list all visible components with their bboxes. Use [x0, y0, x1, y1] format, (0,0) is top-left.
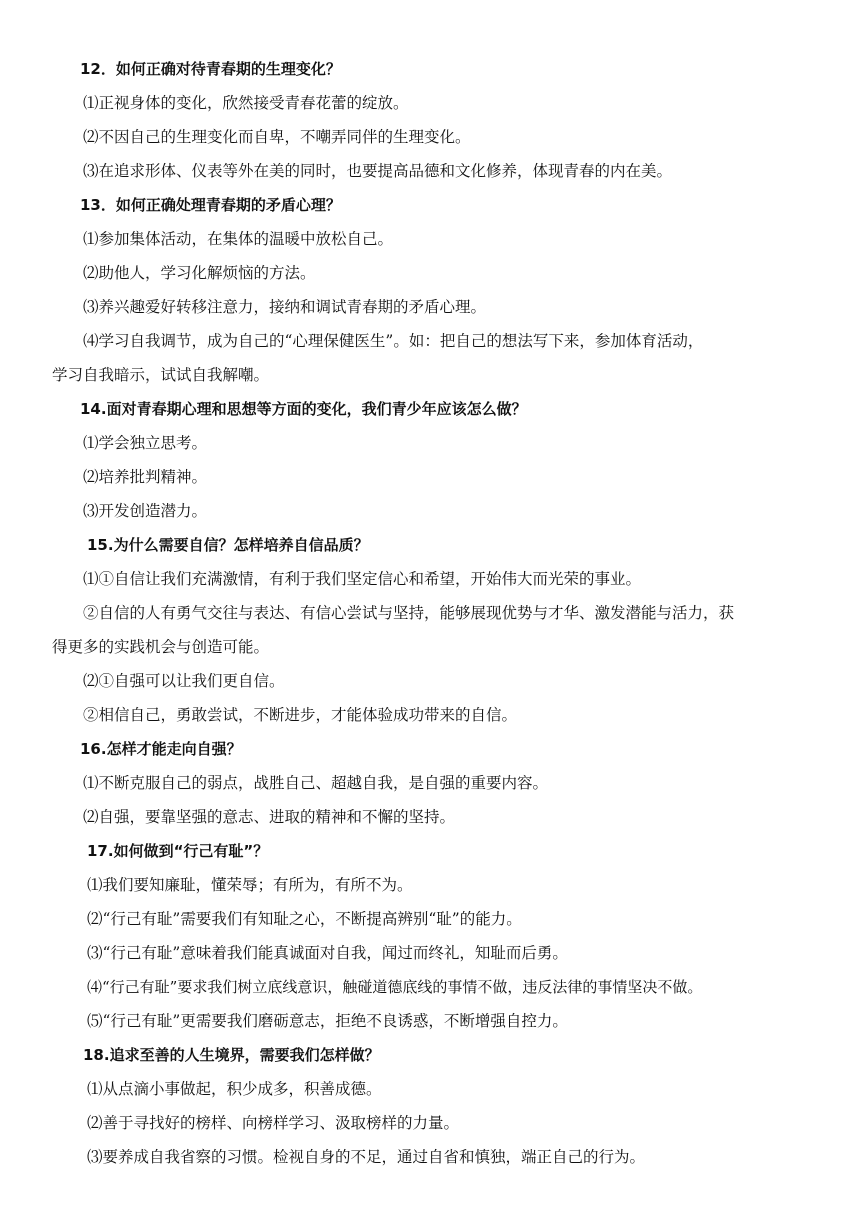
answer-14-1: ⑴学会独立思考。: [83, 434, 208, 452]
question-12-heading: 12．如何正确对待青春期的生理变化？: [80, 60, 341, 78]
question-14-heading: 14.面对青春期心理和思想等方面的变化，我们青少年应该怎么做？: [80, 400, 527, 418]
answer-13-2: ⑵助他人，学习化解烦恼的方法。: [83, 264, 316, 282]
answer-14-3: ⑶开发创造潜力。: [83, 502, 208, 520]
answer-15-2b: ②相信自己，勇敢尝试，不断进步，才能体验成功带来的自信。: [83, 706, 518, 724]
answer-14-2: ⑵培养批判精神。: [83, 468, 208, 486]
answer-16-2: ⑵自强，要靠坚强的意志、进取的精神和不懈的坚持。: [83, 808, 456, 826]
answer-12-2: ⑵不因自己的生理变化而自卑，不嘲弄同伴的生理变化。: [83, 128, 471, 146]
answer-15-1b-cont: 得更多的实践机会与创造可能。: [52, 638, 270, 656]
answer-15-1a: ⑴①自信让我们充满激情，有利于我们坚定信心和希望，开始伟大而光荣的事业。: [83, 570, 642, 588]
answer-15-1b: ②自信的人有勇气交往与表达、有信心尝试与坚持，能够展现优势与才华、激发潜能与活力，获: [83, 604, 735, 622]
answer-18-2: ⑵善于寻找好的榜样、向榜样学习、汲取榜样的力量。: [87, 1114, 460, 1132]
answer-13-4: ⑷学习自我调节，成为自己的“心理保健医生”。如：把自己的想法写下来，参加体育活动，: [83, 332, 704, 350]
answer-15-2a: ⑵①自强可以让我们更自信。: [83, 672, 285, 690]
question-13-heading: 13．如何正确处理青春期的矛盾心理？: [80, 196, 341, 214]
question-16-heading: 16.怎样才能走向自强？: [80, 740, 242, 758]
question-17-heading: 17.如何做到“行己有耻”？: [87, 842, 269, 860]
answer-16-1: ⑴不断克服自己的弱点，战胜自己、超越自我，是自强的重要内容。: [83, 774, 549, 792]
question-15-heading: 15.为什么需要自信？怎样培养自信品质？: [87, 536, 369, 554]
answer-13-4-cont: 学习自我暗示，试试自我解嘲。: [52, 366, 270, 384]
answer-13-1: ⑴参加集体活动，在集体的温暖中放松自己。: [83, 230, 394, 248]
answer-12-1: ⑴正视身体的变化，欣然接受青春花蕾的绽放。: [83, 94, 409, 112]
answer-18-3: ⑶要养成自我省察的习惯。检视自身的不足，通过自省和慎独，端正自己的行为。: [87, 1148, 646, 1166]
question-18-heading: 18.追求至善的人生境界，需要我们怎样做？: [83, 1046, 380, 1064]
answer-13-3: ⑶养兴趣爱好转移注意力，接纳和调试青春期的矛盾心理。: [83, 298, 487, 316]
answer-17-5: ⑸“行己有耻”更需要我们磨砺意志，拒绝不良诱惑，不断增强自控力。: [87, 1012, 568, 1030]
answer-17-2: ⑵“行己有耻”需要我们有知耻之心，不断提高辨别“耻”的能力。: [87, 910, 522, 928]
answer-17-3: ⑶“行己有耻”意味着我们能真诚面对自我，闻过而终礼，知耻而后勇。: [87, 944, 568, 962]
answer-17-1: ⑴我们要知廉耻，懂荣辱；有所为，有所不为。: [87, 876, 413, 894]
answer-12-3: ⑶在追求形体、仪表等外在美的同时，也要提高品德和文化修养，体现青春的内在美。: [83, 162, 673, 180]
answer-17-4: ⑷“行己有耻”要求我们树立底线意识，触碰道德底线的事情不做，违反法律的事情坚决不做。: [87, 978, 703, 996]
answer-18-1: ⑴从点滴小事做起，积少成多，积善成德。: [87, 1080, 382, 1098]
